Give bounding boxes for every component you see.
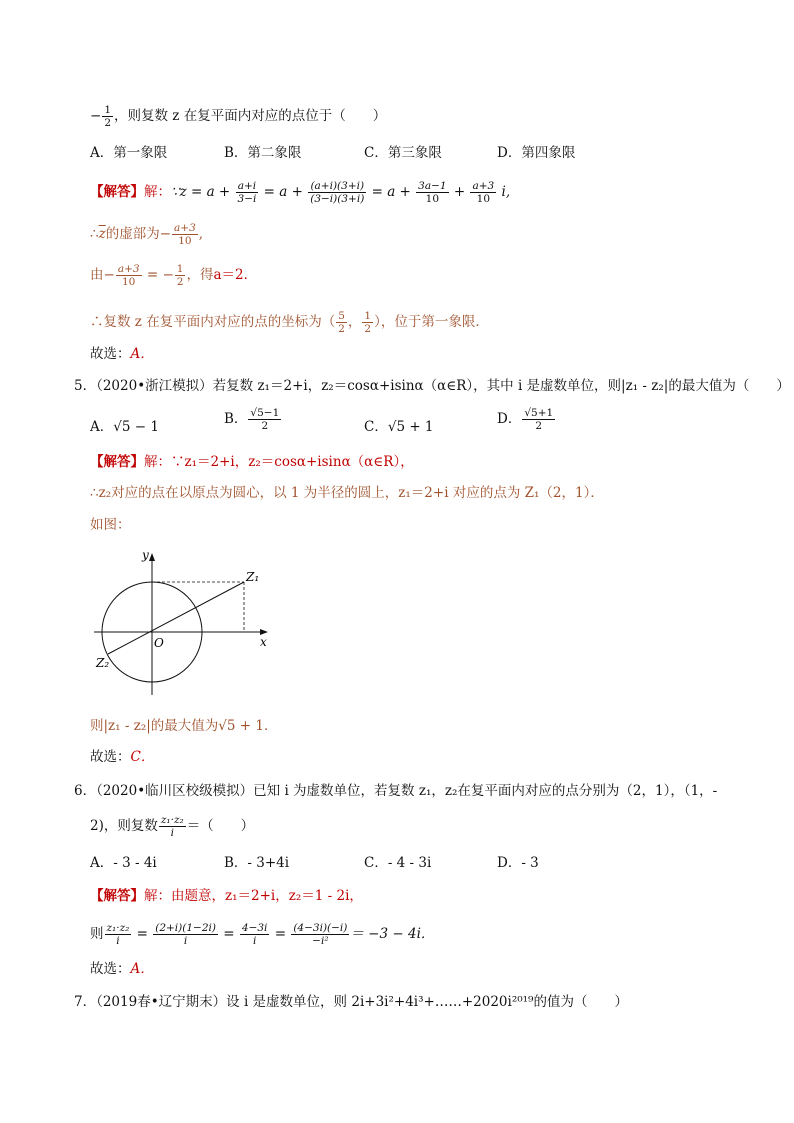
q6-calc-line: 则 $\frac{\text{z₁·z₂}}{i}$ = $\frac{(2+i)(1-2i)}{i}$ = $\frac{4-3i}{i}$ = $\frac{(4-3i)(-i)}{\text{−i²}}$ ＝ −3 − 4i．	[90, 922, 435, 947]
q5-stem: 5．（2020•浙江模拟）若复数 z₁＝2+i，z₂＝cosα+isinα（α∈R），其中 i 是虚数单位，则|z₁ - z₂|的最大值为（ ）	[74, 378, 790, 394]
q4-stem-line	[90, 104, 386, 129]
q4-answer-line: 【解答】解：∵z = a + $\frac{a+i}{3-i}$ = a + $\frac{(a+i)(3+i)}{(3-i)(3+i)}$ = a + $\frac{3a-1}{10}$ + $\frac{a+3}{10}$ i,	[90, 180, 511, 205]
q6-option-d: D．- 3	[497, 855, 539, 871]
answer-text: 解：∵z₁＝2+i，z₂＝cosα+isinα（α∈R），	[144, 454, 414, 470]
q4-option-c: C．第三象限	[364, 145, 442, 161]
answer-tag: 【解答】	[90, 888, 144, 904]
q5-option-b: B． $\frac{√5-1}{2}$	[224, 407, 280, 432]
choose-value: A．	[130, 346, 154, 362]
q7-stem: 7．（2019春•辽宁期末）设 i 是虚数单位，则 2i+3i²+4i³+……+2020i²⁰¹⁹的值为（ ）	[74, 994, 628, 1010]
q5-line3: 如图：	[90, 517, 131, 533]
q6-option-a: A．- 3 - 4i	[90, 855, 157, 871]
q5-answer-line	[90, 452, 414, 472]
q6-answer-line	[90, 886, 363, 906]
from-text: 由	[90, 267, 104, 283]
choose-label: 故选：	[90, 346, 131, 362]
q5-line4: 则|z₁ - z₂|的最大值为√5 + 1．	[90, 718, 278, 734]
q5-choose-line	[90, 747, 154, 767]
y-axis-label: y	[142, 548, 149, 562]
q4-option-d: D．第四象限	[497, 145, 576, 161]
q5-option-a: A．√5 − 1	[90, 419, 159, 435]
q4-option-b: B．第二象限	[224, 145, 302, 161]
x-axis-label: x	[260, 635, 267, 649]
a-value: a＝2．	[213, 267, 258, 283]
get-text: ，得	[186, 267, 214, 283]
circle-figure	[88, 545, 288, 705]
q4-conj-line: $\therefore\overline{z}$的虚部为− $\frac{a+3}{10}$ ,	[90, 222, 204, 247]
line-z2-z1	[108, 582, 244, 654]
y-axis-arrow	[149, 553, 155, 561]
minus-half: − $\frac{1}{2}$	[90, 104, 111, 129]
q6-option-b: B．- 3+4i	[224, 855, 290, 871]
q5-line2: ∴z₂对应的点在以原点为圆心，以 1 为半径的圆上，z₁＝2+i 对应的点为 Z₁（2，1）．	[90, 485, 604, 501]
q6-option-c: C．- 4 - 3i	[364, 855, 432, 871]
q6-choose-line	[90, 959, 154, 979]
z1-label: Z₁	[246, 570, 260, 584]
q6-stem1: 6．（2020•临川区校级模拟）已知 i 为虚数单位，若复数 z₁，z₂在复平面内对应的点分别为（2，1），（1，-	[74, 783, 718, 799]
q4-choose-line	[90, 344, 154, 364]
answer-tag: 【解答】	[90, 184, 144, 200]
choose-value: C．	[130, 749, 155, 765]
q5-option-d: D． $\frac{√5+1}{2}$	[497, 407, 554, 432]
choose-label: 故选：	[90, 749, 131, 765]
answer-word: 解：	[144, 184, 171, 200]
origin-label: O	[154, 636, 164, 650]
q4-stem-tail: ，则复数 z 在复平面内对应的点位于（ ）	[114, 108, 387, 124]
q5-option-c: C．√5 + 1	[364, 419, 434, 435]
choose-value: A．	[130, 961, 154, 977]
choose-label: 故选：	[90, 961, 131, 977]
conj-text: 的虚部为	[105, 226, 160, 242]
q4-point-line: ∴复数 z 在复平面内对应的点的坐标为（ $\frac{5}{2}$ ， $\frac{1}{2}$ ），位于第一象限．	[90, 310, 489, 335]
q6-stem2: 2)，则复数 $\frac{\text{z₁·z₂}}{i}$ ＝（ ）	[90, 814, 255, 839]
point-text: ∴复数 z 在复平面内对应的点的坐标为（	[90, 314, 336, 330]
answer-tag: 【解答】	[90, 454, 144, 470]
z2-label: Z₂	[96, 656, 110, 670]
q4-option-a: A．第一象限	[90, 145, 168, 161]
q4-from-line: 由− $\frac{a+3}{10}$ = − $\frac{1}{2}$ ，得a＝2．	[90, 263, 258, 288]
point-tail: ），位于第一象限．	[374, 314, 489, 330]
answer-text: 解：由题意，z₁＝2+i，z₂＝1 - 2i，	[144, 888, 363, 904]
